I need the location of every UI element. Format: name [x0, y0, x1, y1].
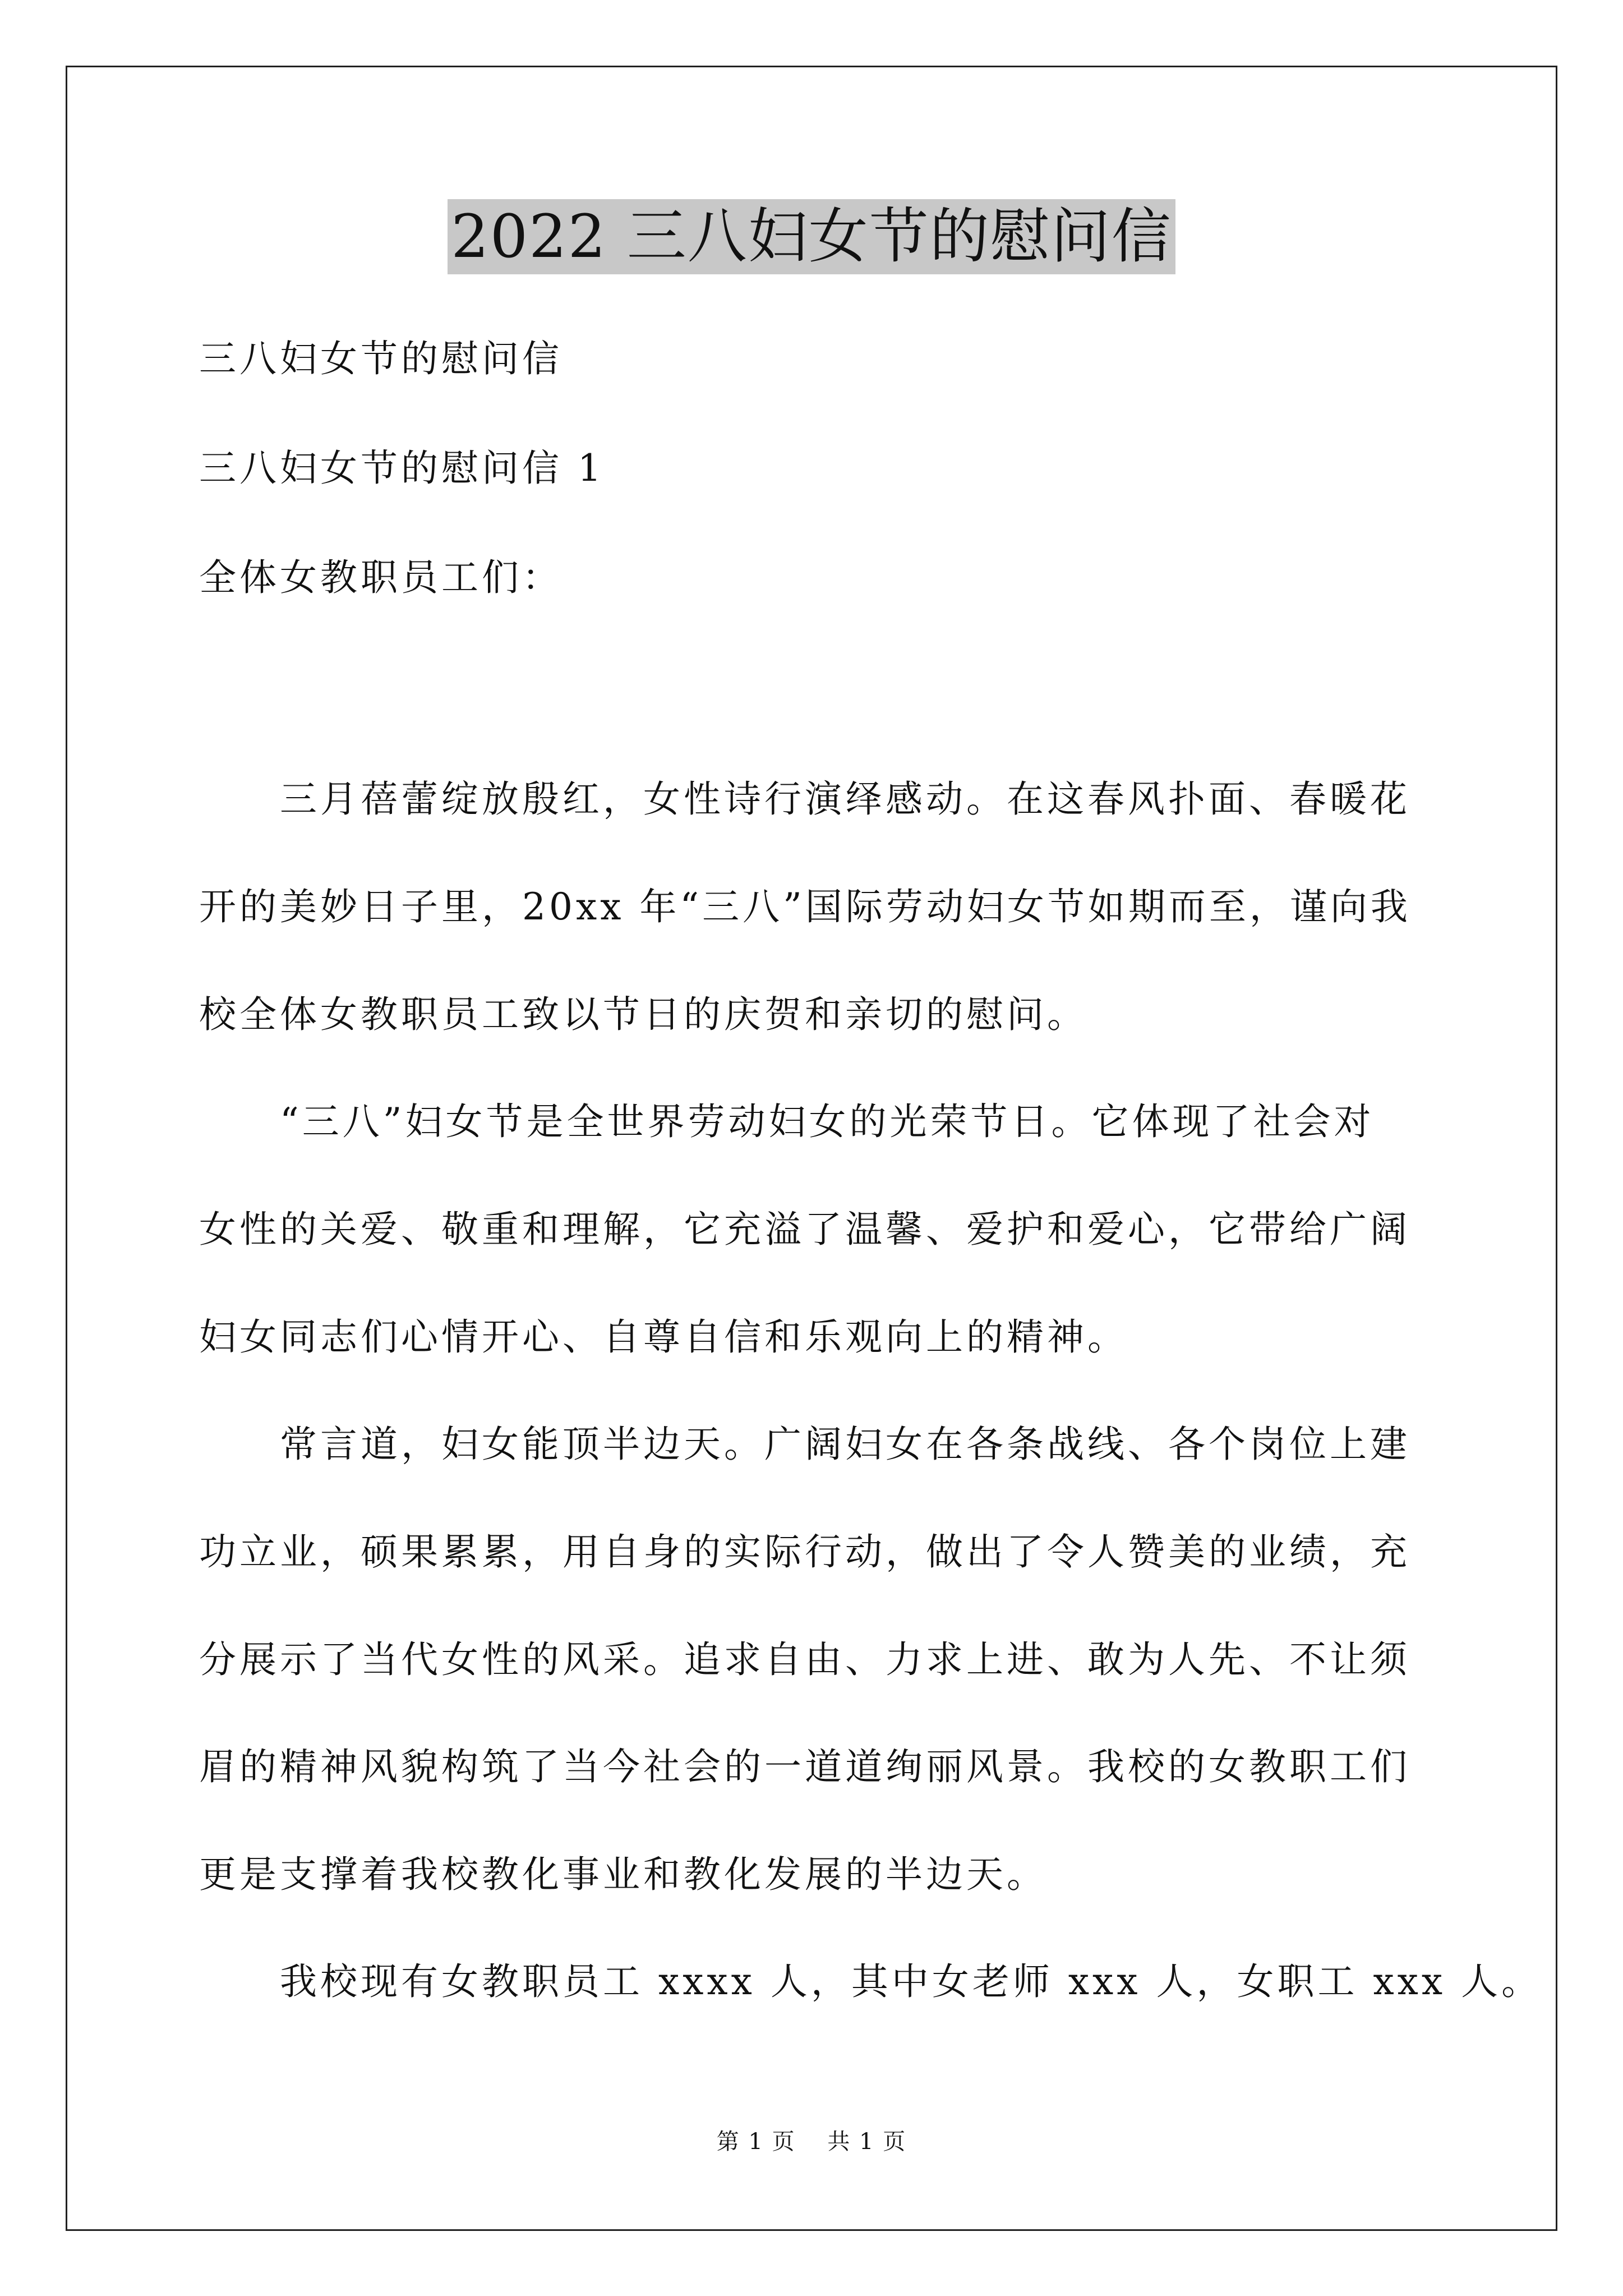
salutation: 全体女教职员工们： — [199, 556, 562, 599]
paragraph-line: 眉的精神风貌构筑了当今社会的一道道绚丽风景。我校的女教职工们 — [199, 1745, 1410, 1788]
text-line: 三八妇女节的慰问信 — [199, 337, 562, 380]
paragraph-line: 校全体女教职员工致以节日的庆贺和亲切的慰问。 — [199, 993, 1087, 1036]
page-footer: 第 1 页 共 1 页 — [716, 2129, 907, 2155]
paragraph-line: 功立业，硕果累累，用自身的实际行动，做出了令人赞美的业绩，充 — [199, 1530, 1410, 1573]
paragraph-line: 常言道，妇女能顶半边天。广阔妇女在各条战线、各个岗位上建 — [199, 1423, 1410, 1466]
page-border — [66, 66, 1557, 2231]
text-line: 三八妇女节的慰问信 1 — [199, 447, 605, 490]
document-title: 2022 三八妇女节的慰问信 — [448, 199, 1175, 274]
paragraph-line: 三月蓓蕾绽放殷红，女性诗行演绎感动。在这春风扑面、春暖花 — [199, 777, 1410, 821]
paragraph-line: 更是支撑着我校教化事业和教化发展的半边天。 — [199, 1853, 1047, 1896]
paragraph-line: 妇女同志们心情开心、自尊自信和乐观向上的精神。 — [199, 1315, 1128, 1359]
paragraph-line: “三八”妇女节是全世界劳动妇女的光荣节日。它体现了社会对 — [199, 1100, 1375, 1143]
paragraph-line: 我校现有女教职员工 xxxx 人，其中女老师 xxx 人，女职工 xxx 人。 — [199, 1960, 1542, 2003]
title-container — [0, 199, 1623, 274]
paragraph-line: 开的美妙日子里，20xx 年“三八”国际劳动妇女节如期而至，谨向我 — [199, 885, 1411, 928]
paragraph-line: 女性的关爱、敬重和理解，它充溢了温馨、爱护和爱心，它带给广阔 — [199, 1208, 1410, 1251]
paragraph-line: 分展示了当代女性的风采。追求自由、力求上进、敢为人先、不让须 — [199, 1638, 1410, 1681]
